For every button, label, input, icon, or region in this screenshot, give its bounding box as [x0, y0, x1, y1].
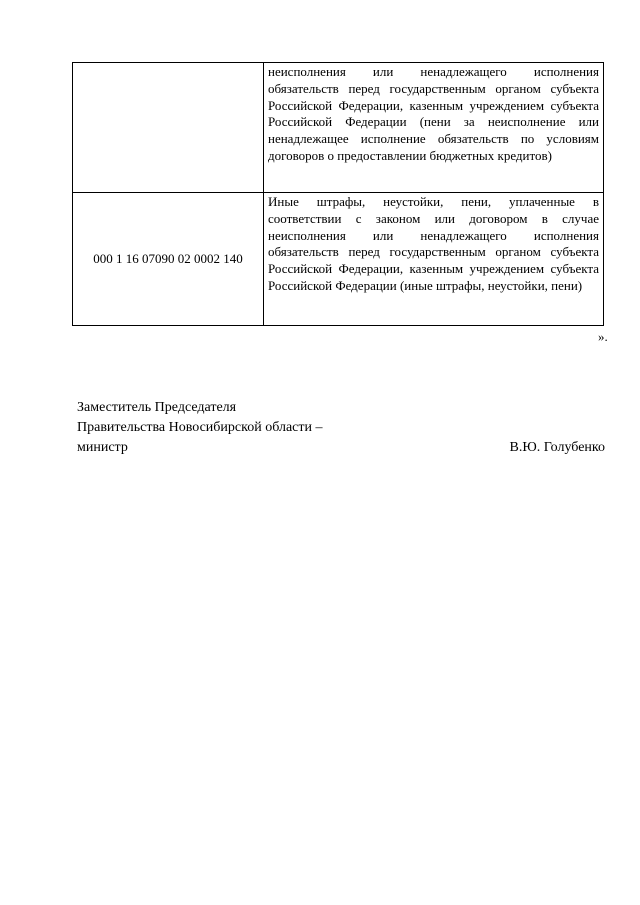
- signer-position-line-3: министр: [77, 440, 128, 455]
- signer-position-line-1: Заместитель Председателя: [77, 400, 237, 415]
- code-cell: 000 1 16 07090 02 0002 140: [73, 193, 264, 326]
- table-row: [73, 63, 604, 193]
- signer-name: В.Ю. Голубенко: [509, 440, 605, 455]
- closing-quote-mark: ».: [598, 329, 608, 344]
- code-cell: [73, 63, 264, 193]
- budget-codes-table: [72, 62, 604, 326]
- table-row: [73, 193, 604, 326]
- signature-block: [77, 398, 607, 458]
- signer-position-line-2: Правительства Новосибирской области –: [77, 420, 323, 435]
- description-cell: Иные штрафы, неустойки, пени, уплаченные в соответствии с законом или договором в случае неисполнения или ненадлежащего исполнения обязательств перед государственным органом субъекта Российской Федерации, казенным учреждением субъекта Российской Федерации (иные штрафы, неустойки, пени): [264, 193, 604, 326]
- description-cell: неисполнения или ненадлежащего исполнения обязательств перед государственным органом субъекта Российской Федерации, казенным учреждением субъекта Российской Федерации (пени за неисполнение или ненадлежащее исполнение обязательств по условиям договоров о предоставлении бюджетных кредитов): [264, 63, 604, 193]
